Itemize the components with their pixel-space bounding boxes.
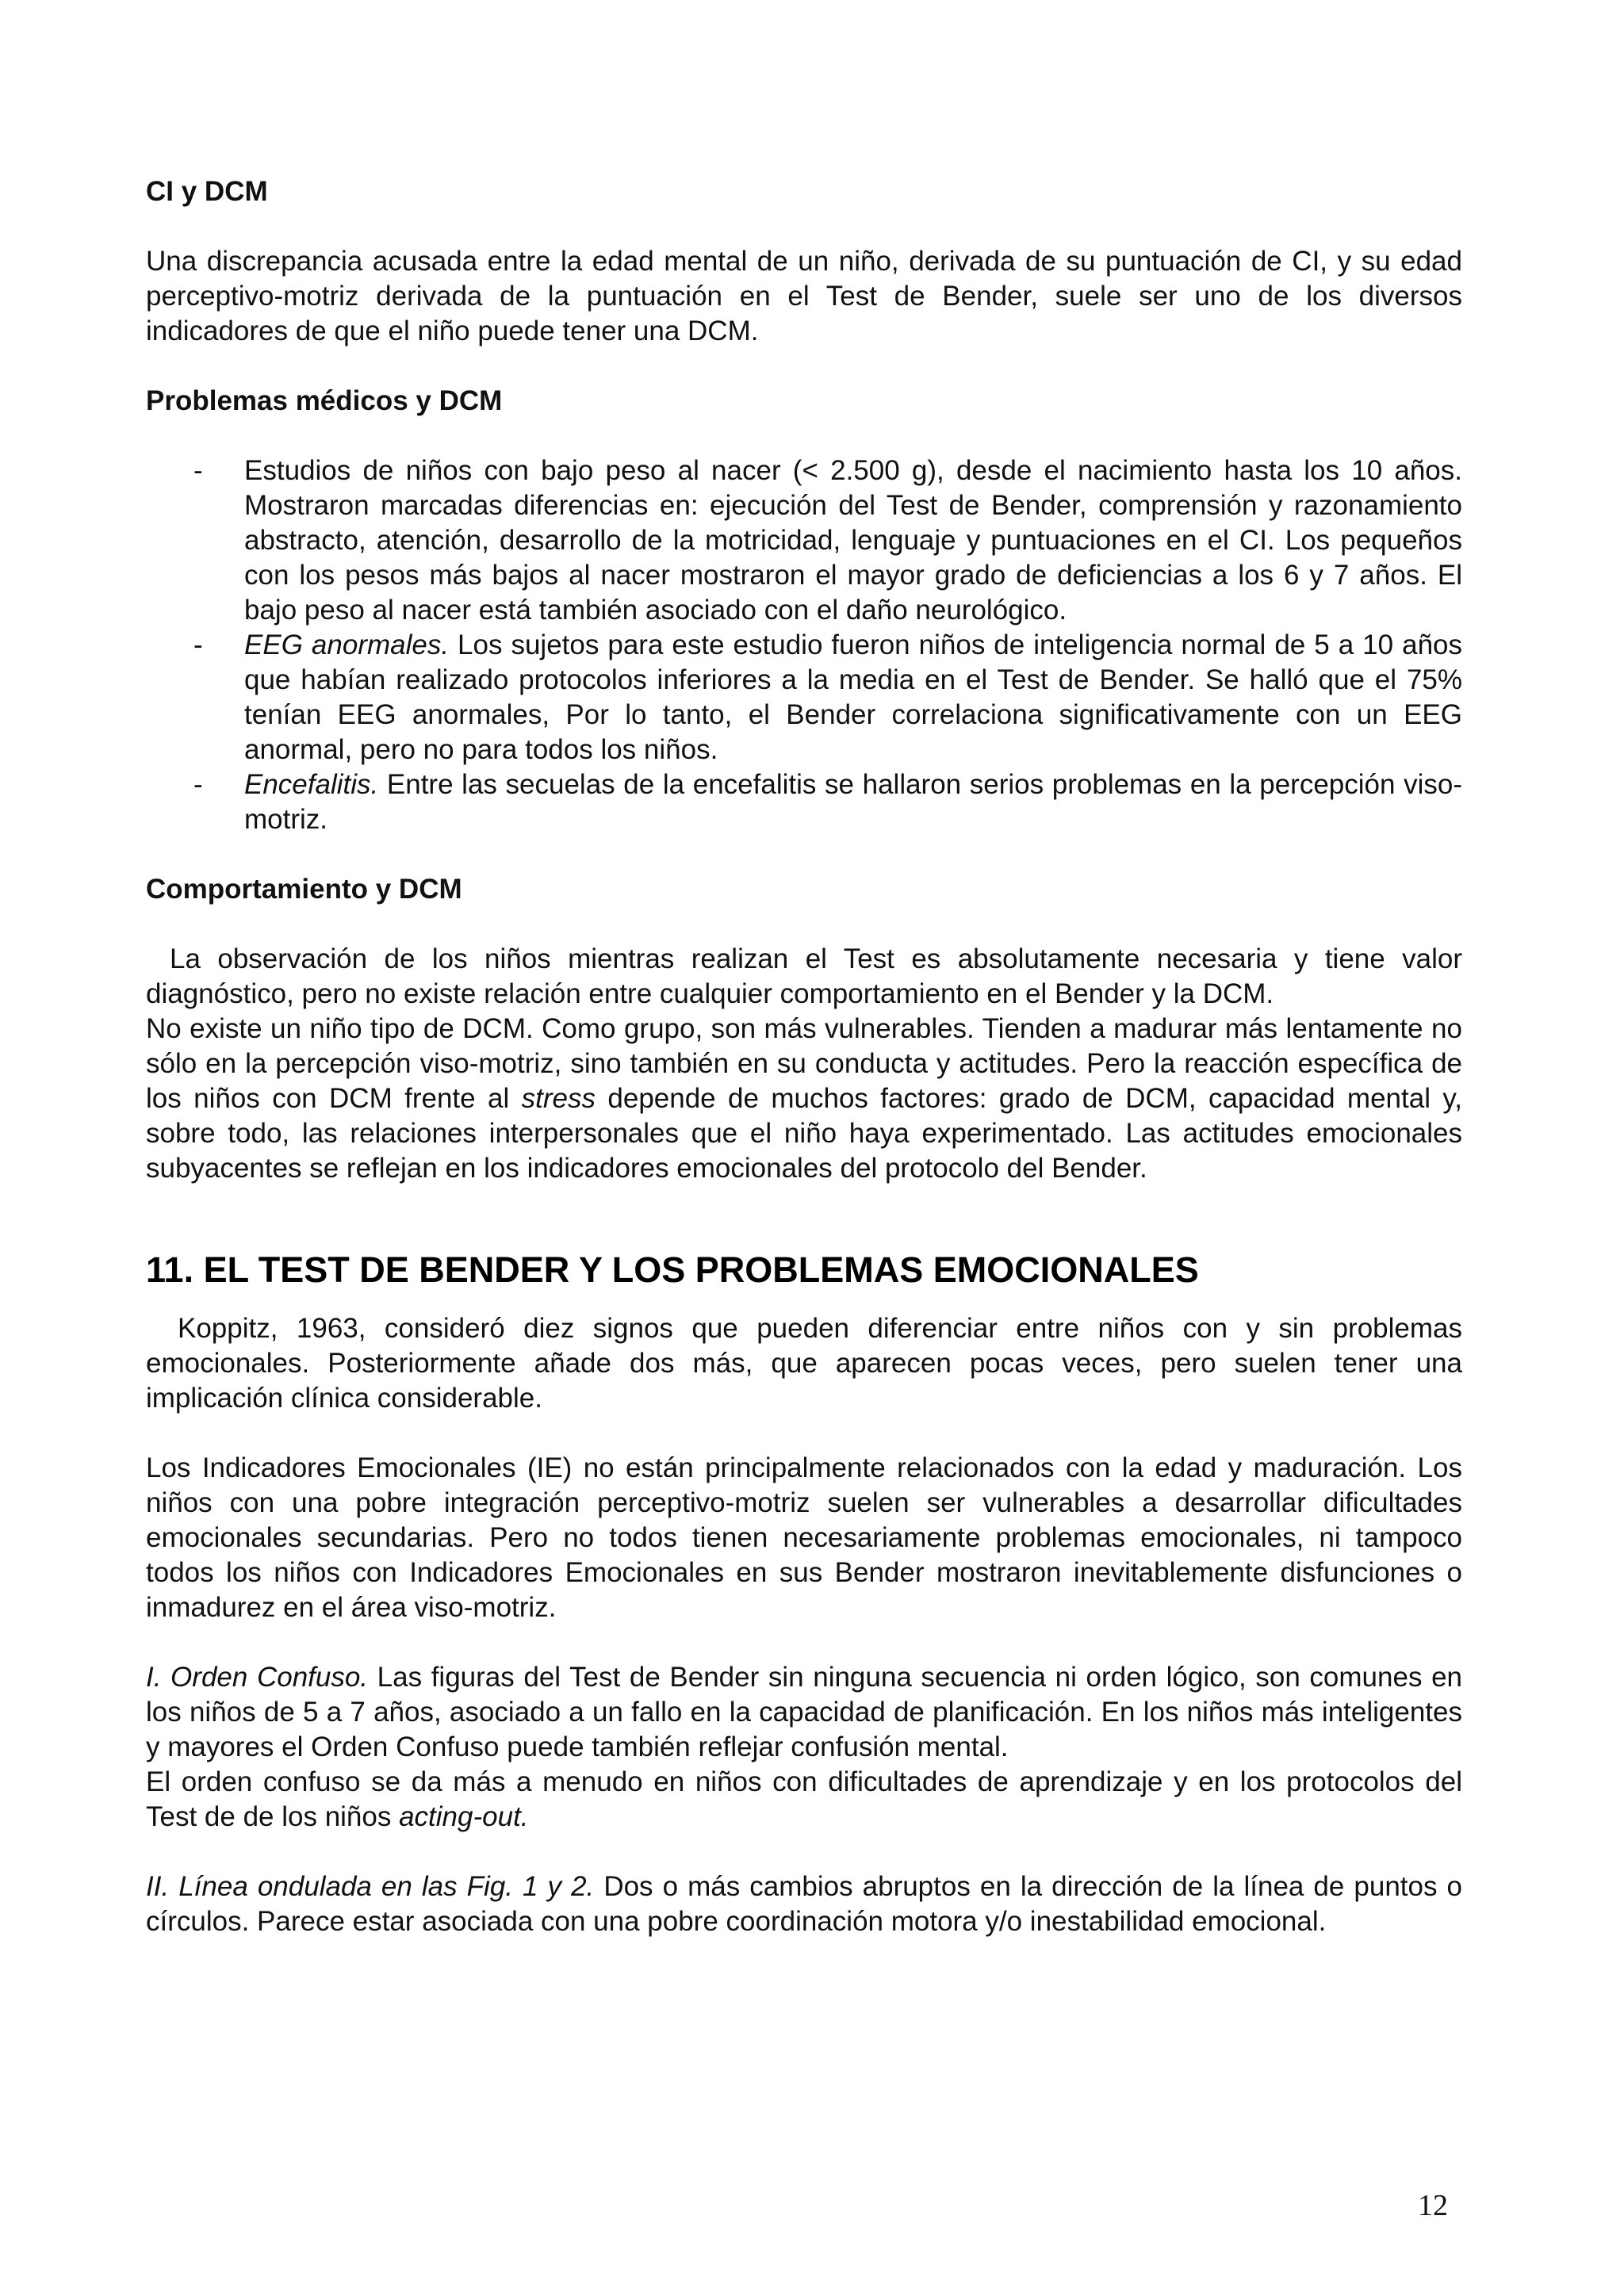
list-item-lead: Encefalitis. [244,769,379,800]
paragraph-koppitz: Koppitz, 1963, consideró diez signos que pueden diferenciar entre niños con y sin problemas emocionales. Posteriormente añade dos más, que aparecen pocas veces, pero suelen tener una implicación clínica considerable. [146,1313,1462,1414]
list-item-lead: EEG anormales. [244,629,450,660]
text-run: No existe un niño tipo de DCM. Como grupo, son más vulnerables. Tienden a madurar más lentamente no sólo en la percepción viso-motriz, sino también en su conducta y actitudes. Pero la reacción específica de los niños con DCM frente al [146,1013,1462,1114]
list-item [146,767,1462,837]
heading-problemas-medicos: Problemas médicos y DCM [146,385,503,416]
paragraph-ci-dcm: Una discrepancia acusada entre la edad mental de un niño, derivada de su puntuación de CI, y su edad perceptivo-motriz derivada de la puntuación en el Test de Bender, suele ser uno de los diversos indicadores de que el niño puede tener una DCM. [146,246,1462,346]
heading-ci-dcm: CI y DCM [146,176,268,207]
document-page [146,174,1462,1939]
paragraph-indicadores: Los Indicadores Emocionales (IE) no están principalmente relacionados con la edad y maduración. Los niños con una pobre integración perceptivo-motriz suelen ser vulnerables a desarrollar dificultades emocionales secundarias. Pero no todos tienen necesariamente problemas emocionales, ni tampoco todos los niños con Indicadores Emocionales en sus Bender mostraron inevitablemente disfunciones o inmadurez en el área viso-motriz. [146,1452,1462,1623]
italic-run: acting-out. [399,1801,529,1832]
item-lead: I. Orden Confuso. [146,1662,369,1693]
paragraph-orden-confuso-2 [146,1765,1462,1835]
page-number: 12 [1418,2189,1448,2222]
list-item-text: Estudios de niños con bajo peso al nacer (< 2.500 g), desde el nacimiento hasta los 10 años. Mostraron marcadas diferencias en: ejecución del Test de Bender, comprensión y razonamiento abstracto, atención, desarrollo de la motricidad, lenguaje y puntuaciones en el CI. Los pequeños con los pesos más bajos al nacer mostraron el mayor grado de deficiencias a los 6 y 7 años. El bajo peso al nacer está también asociado con el daño neurológico. [244,455,1462,626]
medical-problems-list [146,453,1462,837]
list-item [146,628,1462,767]
text-run: depende de muchos factores: grado de DCM, capacidad mental y, sobre todo, las relaciones interpersonales que el niño haya experimentado. Las actitudes emocionales subyacentes se reflejan en los indicadores emocionales del protocolo del Bender. [146,1083,1462,1184]
chapter-title: 11. EL TEST DE BENDER Y LOS PROBLEMAS EMOCIONALES [146,1249,1199,1290]
text-run: Las figuras del Test de Bender sin ninguna secuencia ni orden lógico, son comunes en los niños de 5 a 7 años, asociado a un fallo en la capacidad de planificación. En los niños más inteligentes y mayores el Orden Confuso puede también reflejar confusión mental. [146,1662,1462,1762]
paragraph-comportamiento-2 [146,1012,1462,1186]
text-run: El orden confuso se da más a menudo en niños con dificultades de aprendizaje y en los protocolos del Test de de los niños [146,1766,1462,1832]
list-item-text: Entre las secuelas de la encefalitis se hallaron serios problemas en la percepción viso-motriz. [244,769,1462,835]
list-item-text: Los sujetos para este estudio fueron niños de inteligencia normal de 5 a 10 años que habían realizado protocolos inferiores a la media en el Test de Bender. Se halló que el 75% tenían EEG anormales, Por lo tanto, el Bender correlaciona significativamente con un EEG anormal, pero no para todos los niños. [244,629,1462,765]
dash-bullet: - [193,769,203,800]
item-lead: II. Línea ondulada en las Fig. 1 y 2. [146,1871,595,1902]
paragraph-comportamiento-1: La observación de los niños mientras realizan el Test es absolutamente necesaria y tiene valor diagnóstico, pero no existe relación entre cualquier comportamiento en el Bender y la DCM. [146,943,1462,1009]
heading-comportamiento: Comportamiento y DCM [146,874,462,905]
paragraph-linea-ondulada [146,1869,1462,1939]
dash-bullet: - [193,629,203,660]
list-item [146,453,1462,628]
paragraph-orden-confuso [146,1660,1462,1765]
text-run: Dos o más cambios abruptos en la dirección de la línea de puntos o círculos. Parece estar asociada con una pobre coordinación motora y/o inestabilidad emocional. [146,1871,1462,1937]
dash-bullet: - [193,455,203,486]
italic-run: stress [521,1083,596,1114]
